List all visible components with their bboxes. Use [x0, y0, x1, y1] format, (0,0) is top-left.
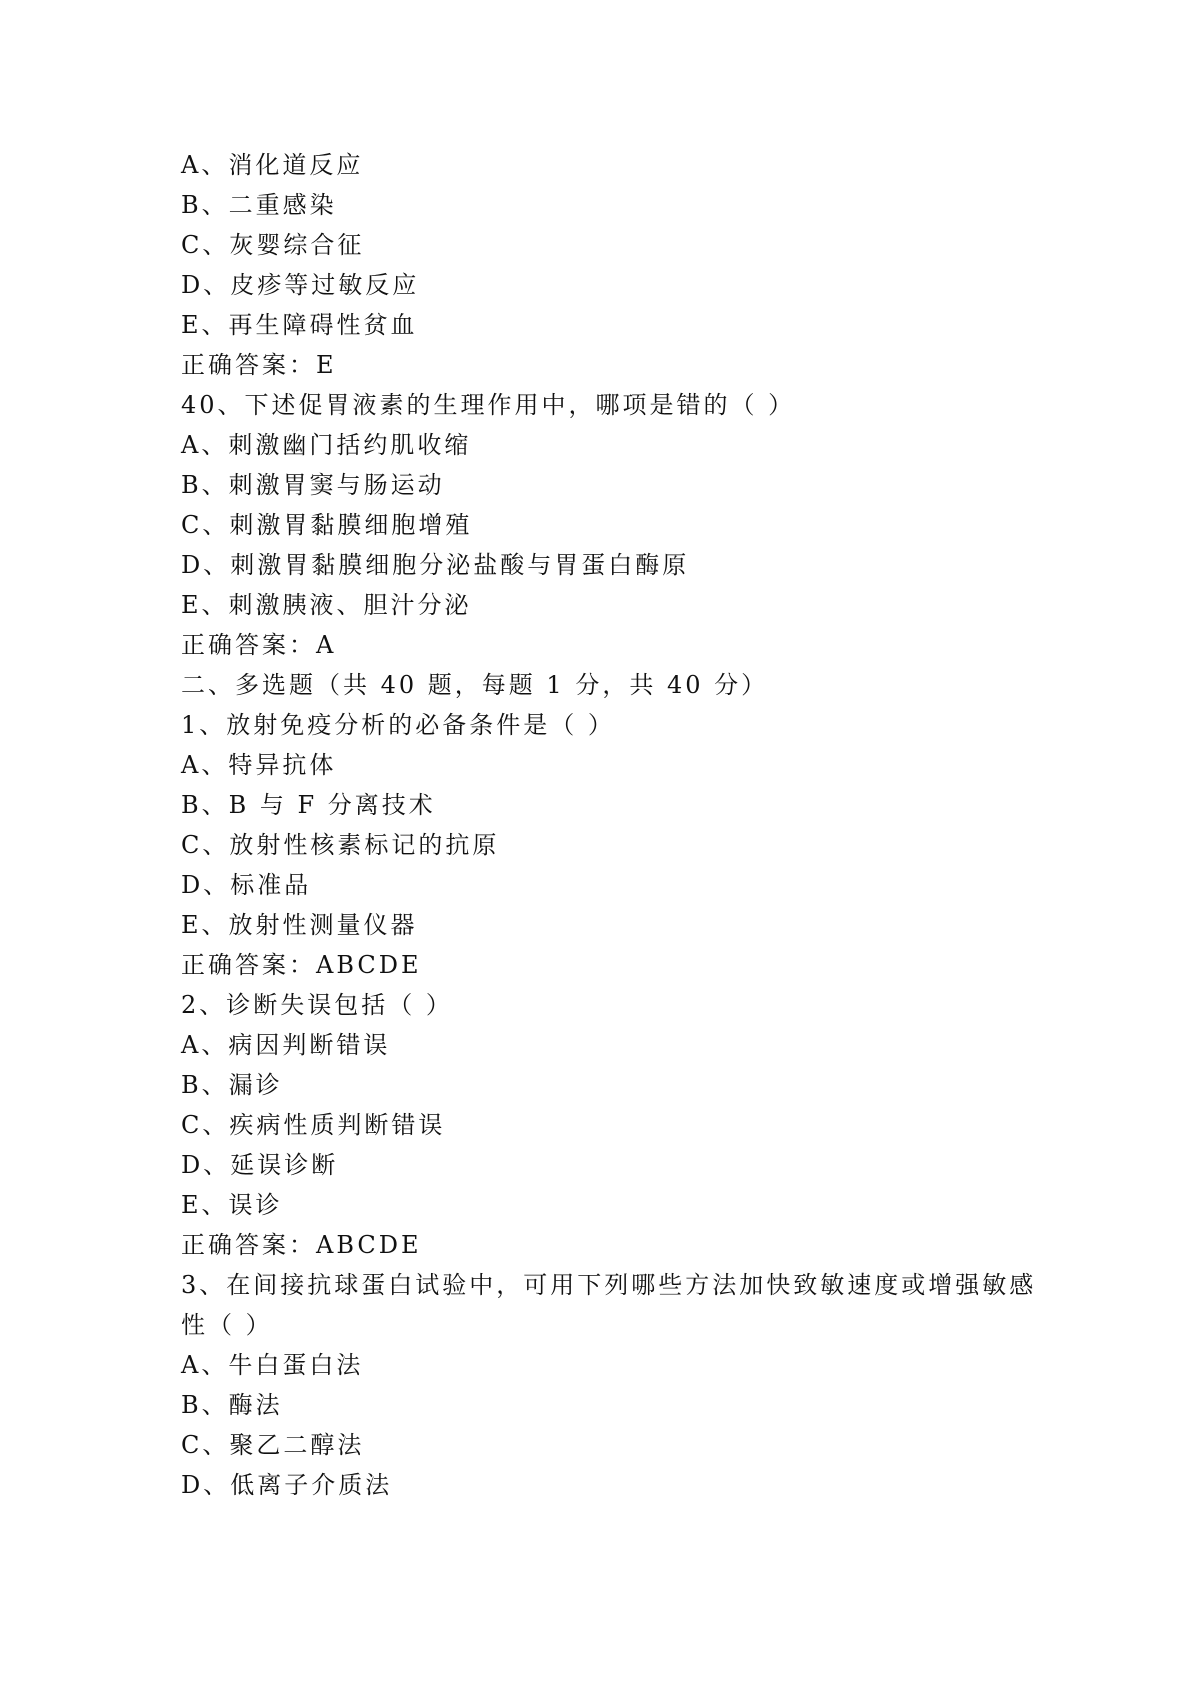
question-40: 40、下述促胃液素的生理作用中，哪项是错的（ ） [181, 391, 796, 419]
option-c-line: C、放射性核素标记的抗原 [181, 831, 500, 859]
option-c-line: C、刺激胃黏膜细胞增殖 [181, 511, 473, 539]
option-a-line: A、消化道反应 [181, 151, 364, 179]
question-2: 2、诊断失误包括（ ） [181, 991, 453, 1019]
option-d-line: D、延误诊断 [181, 1151, 339, 1179]
option-d-line: D、皮疹等过敏反应 [181, 271, 420, 299]
option-a-line: A、特异抗体 [181, 751, 337, 779]
question-3-continued: 性（ ） [181, 1311, 273, 1339]
option-e-line: E、再生障碍性贫血 [181, 311, 418, 339]
question-3: 3、在间接抗球蛋白试验中，可用下列哪些方法加快致敏速度或增强敏感 [181, 1271, 1037, 1299]
option-a-line: A、病因判断错误 [181, 1031, 391, 1059]
option-b-line: B、B 与 F 分离技术 [181, 791, 436, 819]
option-e-line: E、误诊 [181, 1191, 283, 1219]
option-d-line: D、低离子介质法 [181, 1471, 393, 1499]
option-d-line: D、标准品 [181, 871, 312, 899]
option-c-line: C、灰婴综合征 [181, 231, 365, 259]
option-a-line: A、刺激幽门括约肌收缩 [181, 431, 472, 459]
answer-line: 正确答案：ABCDE [181, 951, 422, 979]
document-body [181, 145, 1037, 1505]
option-e-line: E、刺激胰液、胆汁分泌 [181, 591, 472, 619]
option-e-line: E、放射性测量仪器 [181, 911, 418, 939]
answer-line: 正确答案：E [181, 351, 337, 379]
answer-line: 正确答案：ABCDE [181, 1231, 422, 1259]
answer-line: 正确答案：A [181, 631, 337, 659]
option-b-line: B、酶法 [181, 1391, 283, 1419]
option-b-line: B、漏诊 [181, 1071, 283, 1099]
question-1: 1、放射免疫分析的必备条件是（ ） [181, 711, 615, 739]
option-b-line: B、二重感染 [181, 191, 337, 219]
option-a-line: A、牛白蛋白法 [181, 1351, 364, 1379]
option-d-line: D、刺激胃黏膜细胞分泌盐酸与胃蛋白酶原 [181, 551, 690, 579]
option-b-line: B、刺激胃窦与肠运动 [181, 471, 445, 499]
option-c-line: C、疾病性质判断错误 [181, 1111, 446, 1139]
section-heading: 二、多选题（共 40 题，每题 1 分，共 40 分） [181, 671, 769, 699]
option-c-line: C、聚乙二醇法 [181, 1431, 365, 1459]
